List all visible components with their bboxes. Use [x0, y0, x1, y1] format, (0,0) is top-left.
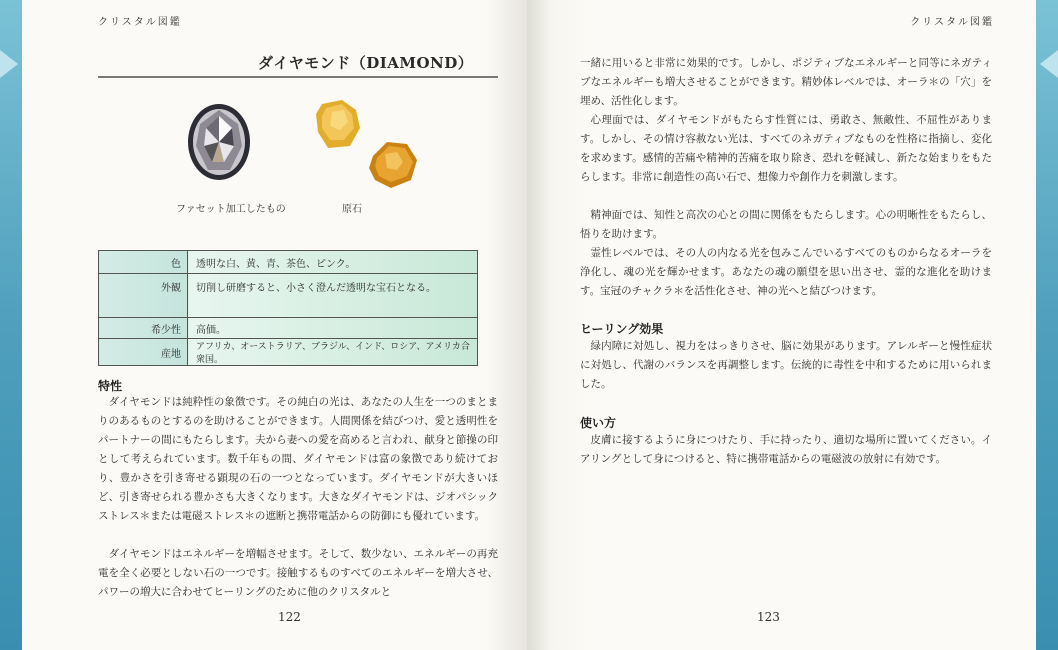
body-paragraph: 霊性レベルでは、その人の内なる光を包みこんでいるすべてのものからなるオーラを浄化し、魂の光を輝かせます。あなたの魂の願望を思い出させ、霊的な進化を助けます。宝冠のチャクラ＊を活性化させ、神の光へと結びつけます。 — [580, 247, 992, 297]
edge-triangle-left — [0, 50, 18, 78]
title-rule — [98, 50, 498, 78]
property-label: 産地 — [99, 339, 188, 366]
page-number-right: 123 — [757, 610, 780, 624]
running-header-left: クリスタル図鑑 — [98, 17, 182, 28]
caption-rough: 原石 — [342, 204, 362, 215]
body-paragraph: 皮膚に接するように身につけたり、手に持ったり、適切な場所に置いてください。イアリングとして身につけると、特に携帯電話からの電磁波の放射に有効です。 — [580, 434, 992, 465]
table-row — [99, 274, 478, 318]
properties-table — [98, 250, 478, 366]
property-label: 希少性 — [99, 318, 188, 339]
rough-diamond-image-2 — [367, 138, 419, 190]
faceted-diamond-image — [186, 102, 252, 182]
page-number-left: 122 — [278, 610, 301, 624]
body-paragraph: 精神面では、知性と高次の心との間に関係をもたらします。心の明晰性をもたらし、悟りを助けます。 — [580, 209, 992, 240]
property-value: アフリカ、オーストラリア、ブラジル、インド、ロシア、アメリカ合衆国。 — [188, 339, 478, 366]
section-heading-usage: 使い方 — [580, 416, 617, 430]
body-paragraph: ダイヤモンドはエネルギーを増幅させます。そして、数少ない、エネルギーの再充電を全く必要としない石の一つです。接触するものすべてのエネルギーを増大させ、パワーの増大に合わせてヒーリングのために他のクリスタルと — [98, 548, 498, 598]
edge-triangle-right — [1040, 50, 1058, 78]
book-edge-left — [0, 0, 22, 650]
section-heading-healing: ヒーリング効果 — [580, 322, 664, 336]
section-heading-properties: 特性 — [98, 379, 123, 393]
body-paragraph: 緑内障に対処し、視力をはっきりさせ、脳に効果があります。アレルギーと慢性症状に対処し、代謝のバランスを再調整します。伝統的に毒性を中和するために用いられました。 — [580, 340, 992, 390]
property-label: 色 — [99, 251, 188, 274]
book-edge-right — [1036, 0, 1058, 650]
table-row — [99, 318, 478, 339]
rough-diamond-image-1 — [314, 98, 364, 150]
page-title: ダイヤモンド（DIAMOND） — [258, 54, 474, 72]
property-label: 外観 — [99, 274, 188, 318]
left-page — [22, 0, 527, 650]
body-paragraph: 一緒に用いると非常に効果的です。しかし、ポジティブなエネルギーと同等にネガティブなエネルギーも増大させることができます。精妙体レベルでは、オーラ＊の「穴」を埋め、活性化します。 — [580, 57, 992, 107]
caption-faceted: ファセット加工したもの — [176, 204, 286, 215]
property-value: 切削し研磨すると、小さく澄んだ透明な宝石となる。 — [188, 274, 478, 318]
body-paragraph: ダイヤモンドは純粋性の象徴です。その純白の光は、あなたの人生を一つのまとまりのあるものとするのを助けることができます。人間関係を結びつけ、愛と透明性をパートナーの間にもたらします。夫から妻への愛を高めると言われ、献身と節操の印として考えられています。数千年もの間、ダイヤモンドは富の象徴であり続けており、豊かさを引き寄せる顕現の石の一つとなっています。ダイヤモンドが大きいほど、引き寄せられる豊かさも大きくなります。大きなダイヤモンドは、ジオパシックストレス＊または電磁ストレス＊の遮断と携帯電話からの防御にも優れています。 — [98, 396, 498, 522]
property-value: 高価。 — [188, 318, 478, 339]
table-row — [99, 339, 478, 366]
running-header-right: クリスタル図鑑 — [910, 17, 994, 28]
table-row — [99, 251, 478, 274]
body-paragraph: 心理面では、ダイヤモンドがもたらす性質には、勇敢さ、無敵性、不屈性があります。しかし、その情け容赦ない光は、すべてのネガティブなものを性格に指摘し、変化を求めます。感情的苦痛や精神的苦痛を取り除き、恐れを軽減し、新たな始まりをもたらします。非常に創造性の高い石で、想像力や創作力を刺激します。 — [580, 114, 992, 183]
property-value: 透明な白、黄、青、茶色、ピンク。 — [188, 251, 478, 274]
right-page — [527, 0, 1036, 650]
